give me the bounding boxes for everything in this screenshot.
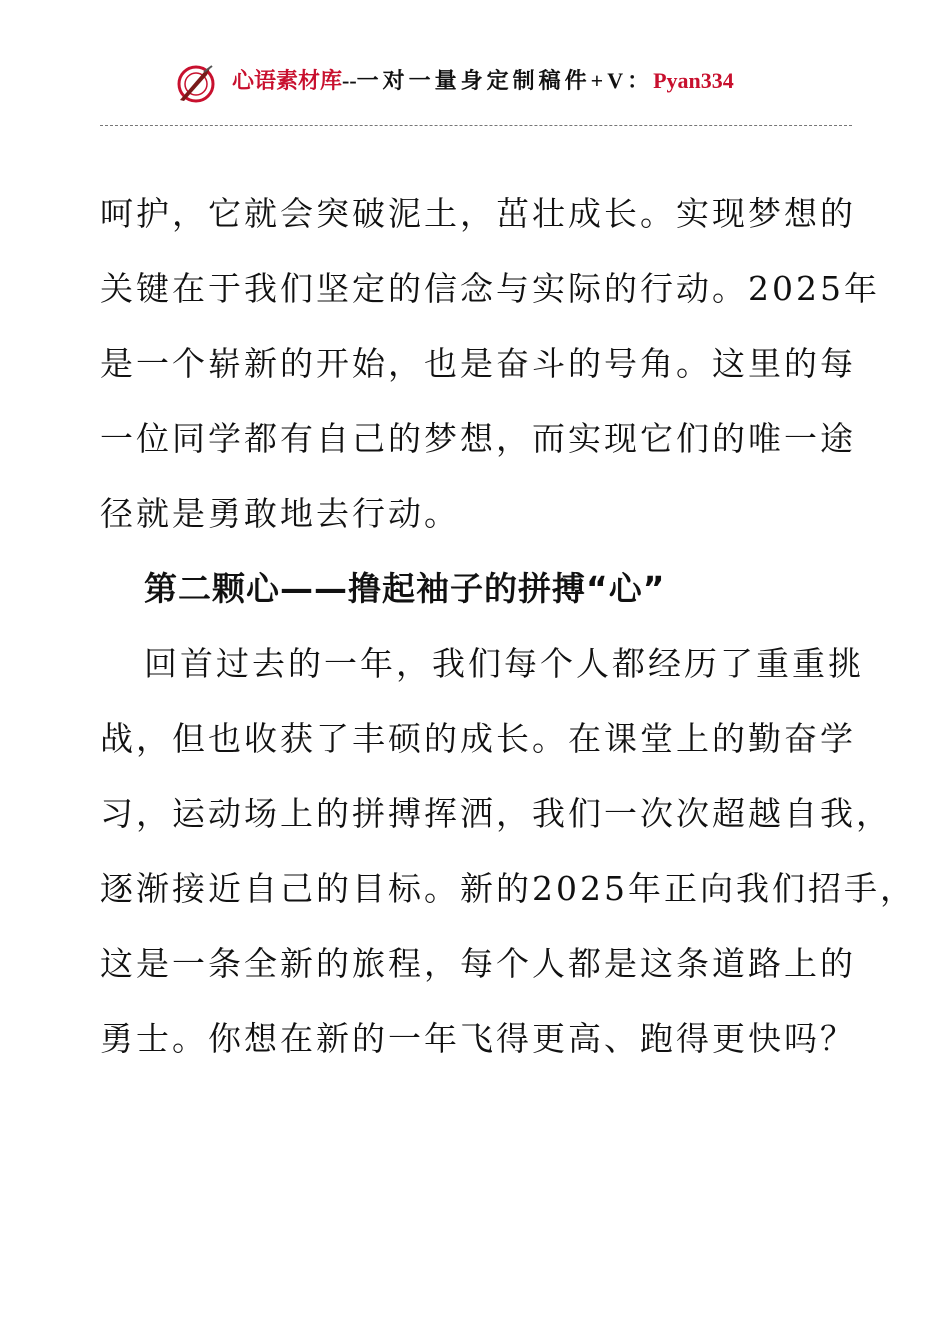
header-tagline: 一对一量身定制稿件+V： <box>356 68 654 93</box>
paragraph-line: 回首过去的一年，我们每个人都经历了重重挑 <box>144 644 864 683</box>
paragraph-line: 习，运动场上的拼搏挥洒，我们一次次超越自我， <box>100 794 892 833</box>
document-body <box>100 176 916 1076</box>
header-account: Pyan334 <box>653 68 734 93</box>
paragraph-line: 这是一条全新的旅程，每个人都是这条道路上的 <box>100 944 856 983</box>
paragraph-line: 呵护，它就会突破泥土，茁壮成长。实现梦想的 <box>100 194 856 233</box>
quill-logo-icon <box>174 62 218 106</box>
paragraph-line: 关键在于我们坚定的信念与实际的行动。2025年 <box>100 269 880 308</box>
paragraph-line: 战，但也收获了丰硕的成长。在课堂上的勤奋学 <box>100 719 856 758</box>
paragraph-line: 逐渐接近自己的目标。新的2025年正向我们招手， <box>100 869 916 908</box>
paragraph-line: 勇士。你想在新的一年飞得更高、跑得更快吗？ <box>100 1019 856 1058</box>
paragraph-line: 径就是勇敢地去行动。 <box>100 494 460 533</box>
header-brand: 心语素材库 <box>232 68 343 93</box>
paragraph-line: 一位同学都有自己的梦想，而实现它们的唯一途 <box>100 419 856 458</box>
section-heading: 第二颗心——撸起袖子的拼搏“心” <box>144 569 666 608</box>
header-divider <box>100 125 852 126</box>
header-text <box>232 66 734 96</box>
paragraph-line: 是一个崭新的开始，也是奋斗的号角。这里的每 <box>100 344 856 383</box>
header-separator: -- <box>342 68 357 93</box>
page-header <box>0 58 950 108</box>
